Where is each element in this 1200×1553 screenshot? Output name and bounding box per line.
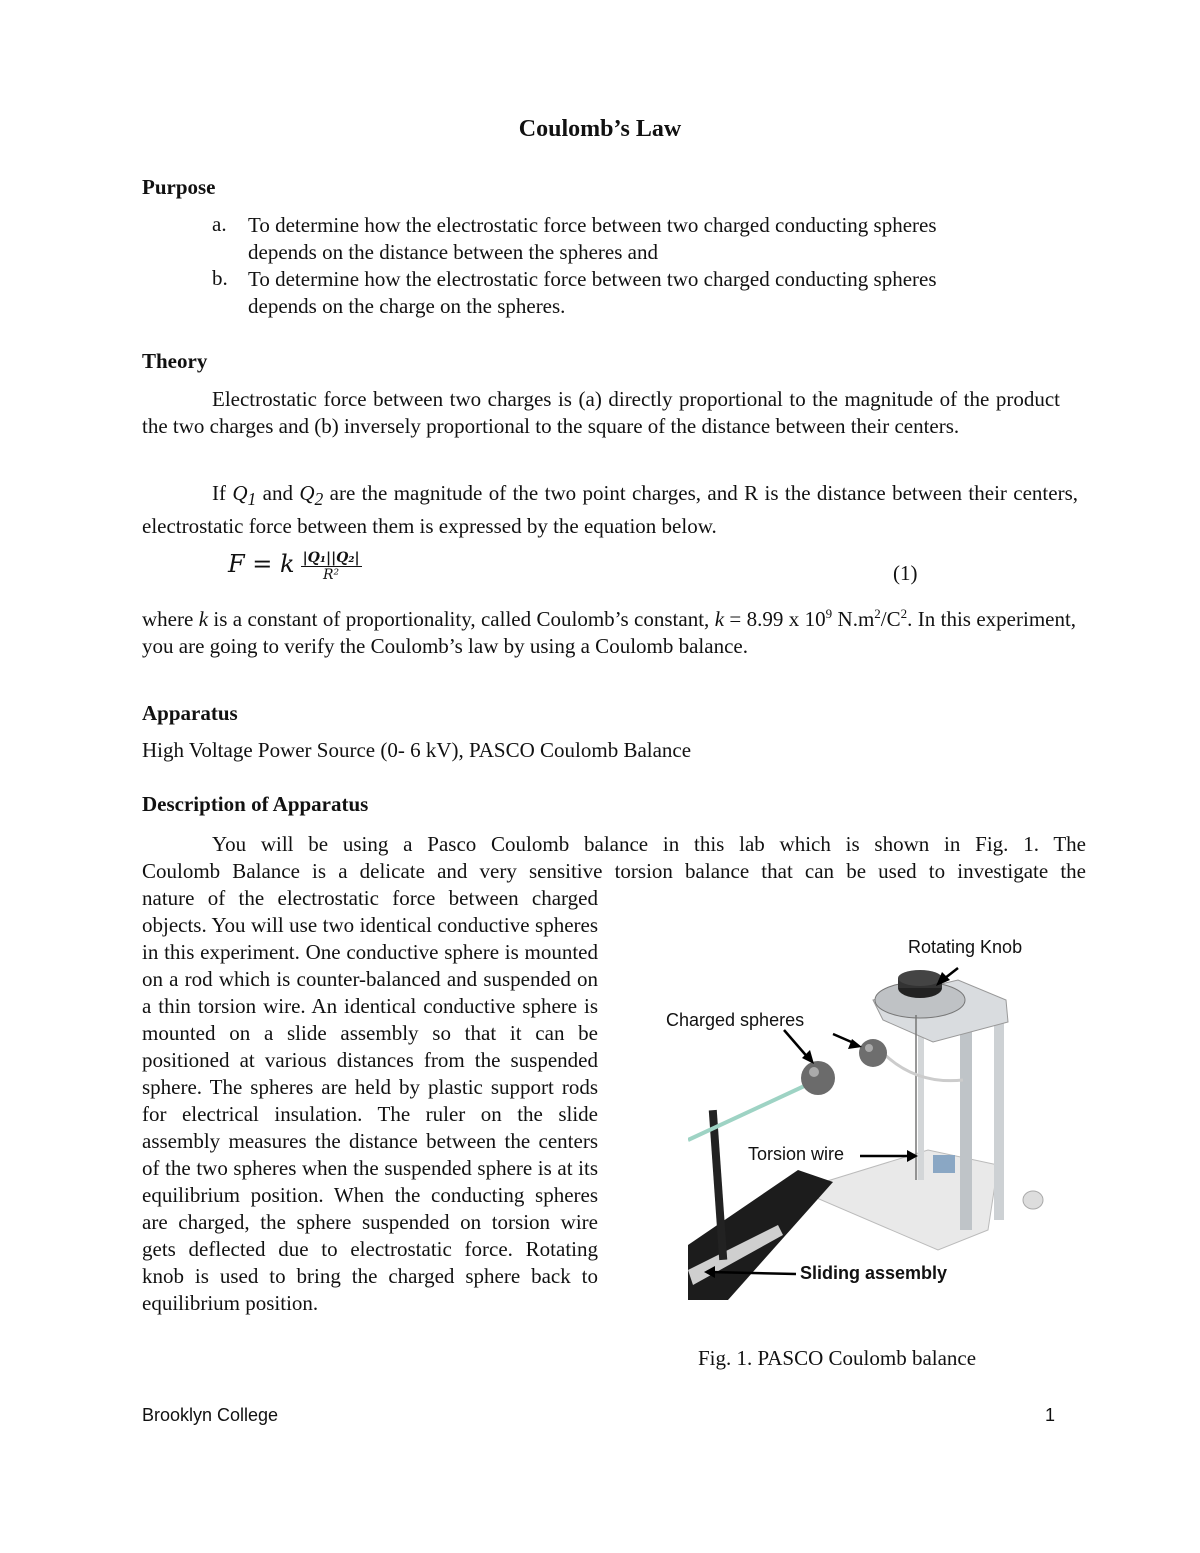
q2-letter: Q <box>299 481 315 505</box>
purpose-item-b-line1: To determine how the electrostatic force between two charged conducting spheres <box>248 267 937 291</box>
suspended-sphere <box>859 1039 887 1067</box>
symbol-k-2: k <box>714 607 725 631</box>
purpose-item-b-marker: b. <box>212 266 228 290</box>
text-unit-nm: N.m <box>837 607 875 631</box>
equation-denominator: R² <box>323 567 340 583</box>
purpose-item-b <box>248 266 1048 320</box>
page-number: 1 <box>1045 1405 1056 1425</box>
tower-post-2 <box>994 1020 1004 1220</box>
fixed-sphere-highlight <box>809 1067 819 1077</box>
tower-post-1 <box>960 1030 972 1230</box>
tower-post-3 <box>918 1030 924 1180</box>
label-sliding-assembly: Sliding assembly <box>800 1263 948 1283</box>
theory-paragraph-1: Electrostatic force between two charges is (a) directly proportional to the magnitude of the product the two charges and (b) inversely proportional to the square of the distance between their centers. <box>142 387 1060 438</box>
label-rotating-knob: Rotating Knob <box>908 937 1023 957</box>
rotating-knob-top <box>898 970 942 986</box>
symbol-q1 <box>232 481 257 510</box>
purpose-heading: Purpose <box>142 175 216 199</box>
purpose-item-a-line2: depends on the distance between the spheres and <box>248 240 658 264</box>
text-and: and <box>262 481 293 505</box>
exponent-m2: 2 <box>874 606 881 621</box>
apparatus-text: High Voltage Power Source (0- 6 kV), PASCO Coulomb Balance <box>142 738 692 762</box>
fixed-sphere <box>801 1061 835 1095</box>
insulating-rod <box>688 1082 813 1140</box>
equation-number: (1) <box>893 561 918 585</box>
q2-subscript: 2 <box>314 489 324 510</box>
magnet-box <box>933 1155 955 1173</box>
exponent-9: 9 <box>825 606 833 621</box>
label-torsion-wire: Torsion wire <box>748 1144 845 1164</box>
equation-lhs: F = k <box>228 550 295 579</box>
theory-paragraph-2 <box>142 480 1078 540</box>
equation-fraction <box>301 550 362 583</box>
text-constant-desc: is a constant of proportionality, called Coulomb’s constant, <box>213 607 710 631</box>
exponent-c2: 2 <box>900 606 908 621</box>
symbol-k: k <box>198 607 209 631</box>
footer-institution: Brooklyn College <box>142 1405 279 1425</box>
figure-caption: Fig. 1. PASCO Coulomb balance <box>698 1346 977 1370</box>
coulomb-equation <box>228 550 362 583</box>
description-heading: Description of Apparatus <box>142 792 369 816</box>
leveling-foot <box>1023 1191 1043 1209</box>
theory-paragraph-3 <box>142 606 1076 660</box>
description-column: nature of the electrostatic force between charged objects. You will use two identical conductive spheres in this experiment. One conductive sphere is mounted on a rod which is counter-balanced and suspended on a thin torsion wire. An identical conductive sphere is mounted on a slide assembly so that it can be positioned at various distances from the suspended sphere. The spheres are held by plastic support rods for electrical insulation. The ruler on the slide assembly measures the distance between the centers of the two spheres when the suspended sphere is at its equilibrium position. When the conducting spheres are charged, the sphere suspended on torsion wire gets deflected due to electrostatic force. Rotating knob is used to bring the charged sphere back to equilibrium position. <box>142 886 598 1315</box>
apparatus-heading: Apparatus <box>142 701 238 725</box>
purpose-item-a-marker: a. <box>212 212 227 236</box>
text-where: where <box>142 607 194 631</box>
symbol-q2 <box>299 481 324 510</box>
purpose-item-b-line2: depends on the charge on the spheres. <box>248 294 566 318</box>
description-line-1: You will be using a Pasco Coulomb balance in this lab which is shown in Fig. 1. The <box>212 832 1086 856</box>
purpose-item-a-line1: To determine how the electrostatic force between two charged conducting spheres <box>248 213 937 237</box>
text-k-value: = 8.99 x 10 <box>729 607 826 631</box>
description-line-2: Coulomb Balance is a delicate and very sensitive torsion balance that can be used to investigate the <box>142 859 1086 883</box>
page-title: Coulomb’s Law <box>518 116 682 142</box>
label-charged-spheres: Charged spheres <box>666 1010 805 1030</box>
purpose-item-a <box>248 212 1048 266</box>
equation-numerator: |Q₁||Q₂| <box>302 550 360 566</box>
text-if: If <box>212 481 226 505</box>
suspended-sphere-highlight <box>865 1044 873 1052</box>
text-unit-c: /C <box>880 607 901 631</box>
text-verify: . In this experiment, you are going to verify the Coulomb’s law by using a Coulomb balance. <box>142 607 1077 658</box>
theory-heading: Theory <box>142 349 208 373</box>
q1-subscript: 1 <box>247 489 257 510</box>
q1-letter: Q <box>232 481 248 505</box>
text-rest: are the magnitude of the two point charges, and R is the distance between their centers, electrostatic force between them is expressed by the equation below. <box>142 481 1078 539</box>
